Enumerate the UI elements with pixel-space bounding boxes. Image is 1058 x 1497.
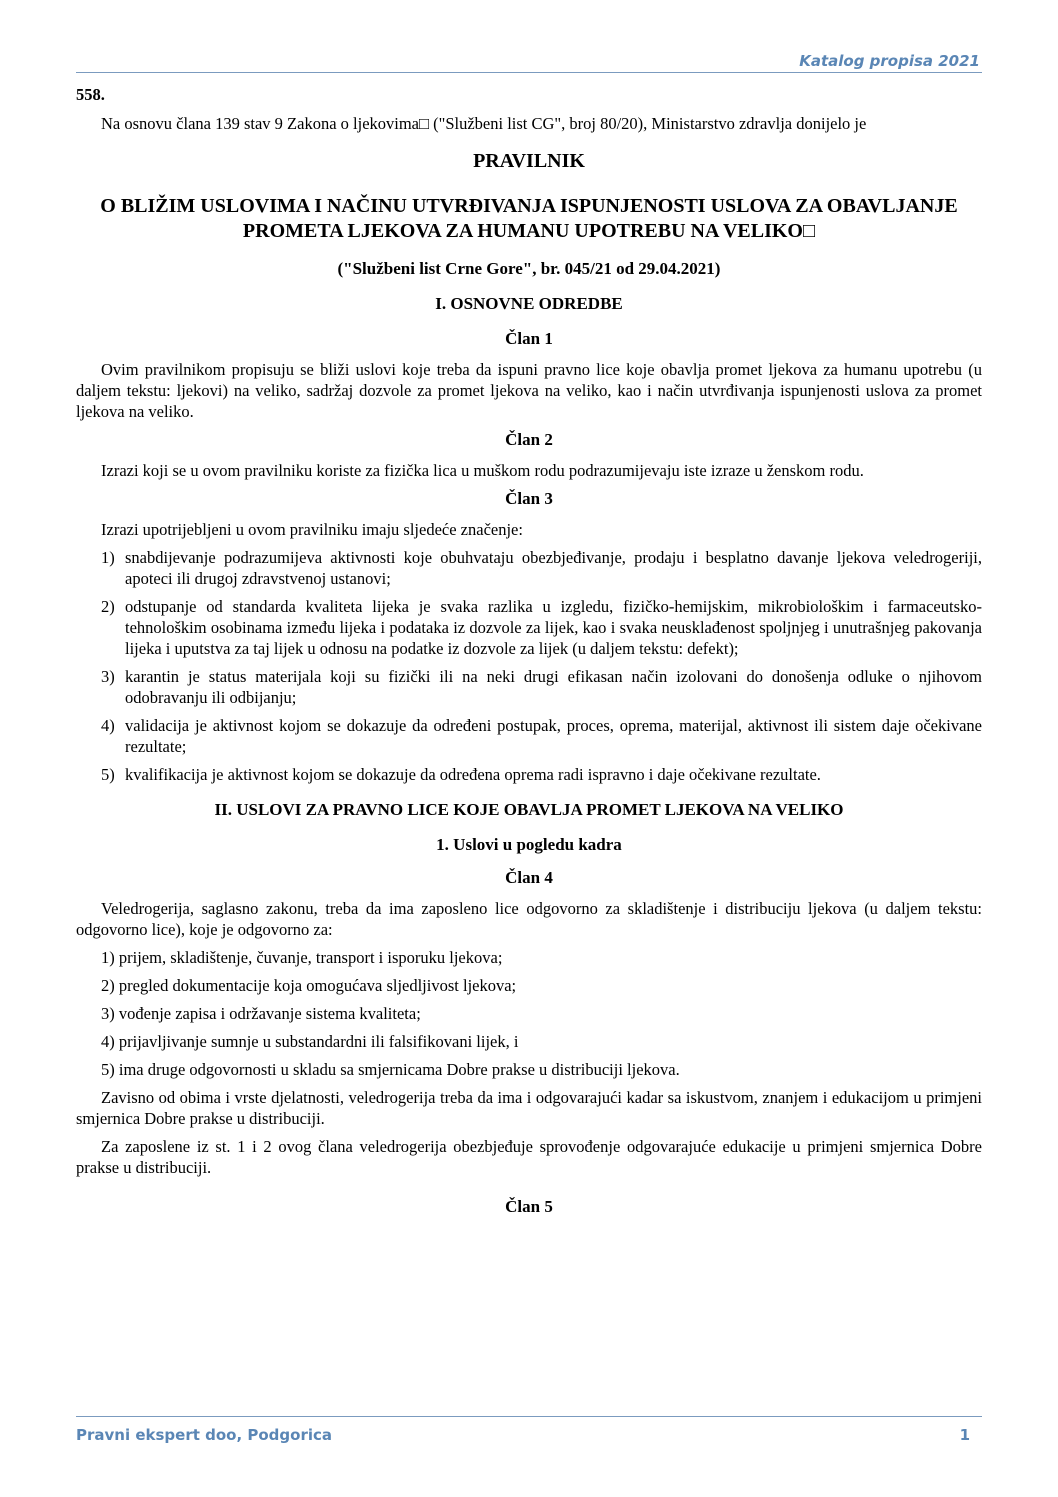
list-item: 2) pregled dokumentacije koja omogućava sljedljivost ljekova; <box>101 976 517 995</box>
document-body <box>76 84 982 1227</box>
footer-organization: Pravni ekspert doo, Podgorica <box>76 1426 333 1444</box>
section-heading: II. USLOVI ZA PRAVNO LICE KOJE OBAVLJA PROMET LJEKOVA NA VELIKO <box>214 800 844 819</box>
article-text: Za zaposlene iz st. 1 i 2 ovog člana veledrogerija obezbjeđuje sprovođenje odgovarajuće edukacije u primjeni smjernica Dobre prakse u distribuciji. <box>76 1137 982 1177</box>
article-text: Zavisno od obima i vrste djelatnosti, veledrogerija treba da ima i odgovarajući kadar sa iskustvom, znanjem i edukacijom u primjeni smjernica Dobre prakse u distribuciji. <box>76 1088 982 1128</box>
page-number: 1 <box>959 1426 970 1444</box>
list-item: 5) kvalifikacija je aktivnost kojom se dokazuje da određena oprema radi ispravno i daje očekivane rezultate. <box>101 765 821 784</box>
page-header <box>76 52 982 73</box>
subsection-heading: 1. Uslovi u pogledu kadra <box>436 835 622 854</box>
list-item: 3) vođenje zapisa i održavanje sistema kvaliteta; <box>101 1004 421 1023</box>
article-text: Izrazi koji se u ovom pravilniku koriste za fizička lica u muškom rodu podrazumijevaju iste izraze u ženskom rodu. <box>101 461 864 480</box>
list-item: 1) prijem, skladištenje, čuvanje, transport i isporuku ljekova; <box>101 948 503 967</box>
document-number: 558. <box>76 85 105 104</box>
article-intro: Izrazi upotrijebljeni u ovom pravilniku imaju sljedeće značenje: <box>101 520 523 539</box>
list-item: 4) prijavljivanje sumnje u substandardni ili falsifikovani lijek, i <box>101 1032 519 1051</box>
article-heading: Član 2 <box>505 430 553 449</box>
article-heading: Član 1 <box>505 329 553 348</box>
document-title: PRAVILNIK <box>473 150 585 172</box>
list-item: 3) karantin je status materijala koji su fizički ili na neki drugi efikasan način izolovani do donošenja odluke o njihovom odobravanju ili odbijanju; <box>101 667 982 707</box>
catalog-title: Katalog propisa 2021 <box>799 52 980 70</box>
preamble: Na osnovu člana 139 stav 9 Zakona o ljekovima□ ("Službeni list CG", broj 80/20), Ministarstvo zdravlja donijelo je <box>101 114 867 133</box>
list-item: 5) ima druge odgovornosti u skladu sa smjernicama Dobre prakse u distribuciji ljekova. <box>101 1060 680 1079</box>
list-item: 1) snabdijevanje podrazumijeva aktivnosti koje obuhvataju obezbjeđivanje, prodaju i besplatno davanje ljekova veledrogeriji, apoteci ili drugoj zdravstvenoj ustanovi; <box>101 548 982 588</box>
document-subtitle: O BLIŽIM USLOVIMA I NAČINU UTVRĐIVANJA ISPUNJENOSTI USLOVA ZA OBAVLJANJE PROMETA LJEKOVA ZA HUMANU UPOTREBU NA VELIKO□ <box>100 195 958 242</box>
list-item: 2) odstupanje od standarda kvaliteta lijeka je svaka razlika u izgledu, fizičko-hemijskim, mikrobiološkim i farmaceutsko-tehnološkim osobinama između lijeka i podataka iz dozvole za lijek, kao i svaka neusklađenost spoljnjeg i unutrašnjeg pakovanja lijeka i uputstva za taj lijek u odnosu na podatke iz dozvole za lijek (u daljem tekstu: defekt); <box>101 597 982 658</box>
section-heading: I. OSNOVNE ODREDBE <box>435 294 623 313</box>
list-item: 4) validacija je aktivnost kojom se dokazuje da određeni postupak, proces, oprema, materijal, aktivnost ili sistem daje očekivane rezultate; <box>101 716 982 756</box>
gazette-reference: ("Službeni list Crne Gore", br. 045/21 od 29.04.2021) <box>337 259 721 278</box>
article-heading: Član 5 <box>505 1197 553 1216</box>
page-footer <box>76 1416 982 1453</box>
article-text: Ovim pravilnikom propisuju se bliži uslovi koje treba da ispuni pravno lice koje obavlja promet ljekova za humanu upotrebu (u daljem tekstu: ljekovi) na veliko, sadržaj dozvole za promet ljekova na veliko, kao i način utvrđivanja ispunjenosti uslova za promet ljekova na veliko. <box>76 360 982 421</box>
article-heading: Član 4 <box>505 868 553 887</box>
article-heading: Član 3 <box>505 489 553 508</box>
article-intro: Veledrogerija, saglasno zakonu, treba da ima zaposleno lice odgovorno za skladištenje i distribuciju ljekova (u daljem tekstu: odgovorno lice), koje je odgovorno za: <box>76 899 982 939</box>
